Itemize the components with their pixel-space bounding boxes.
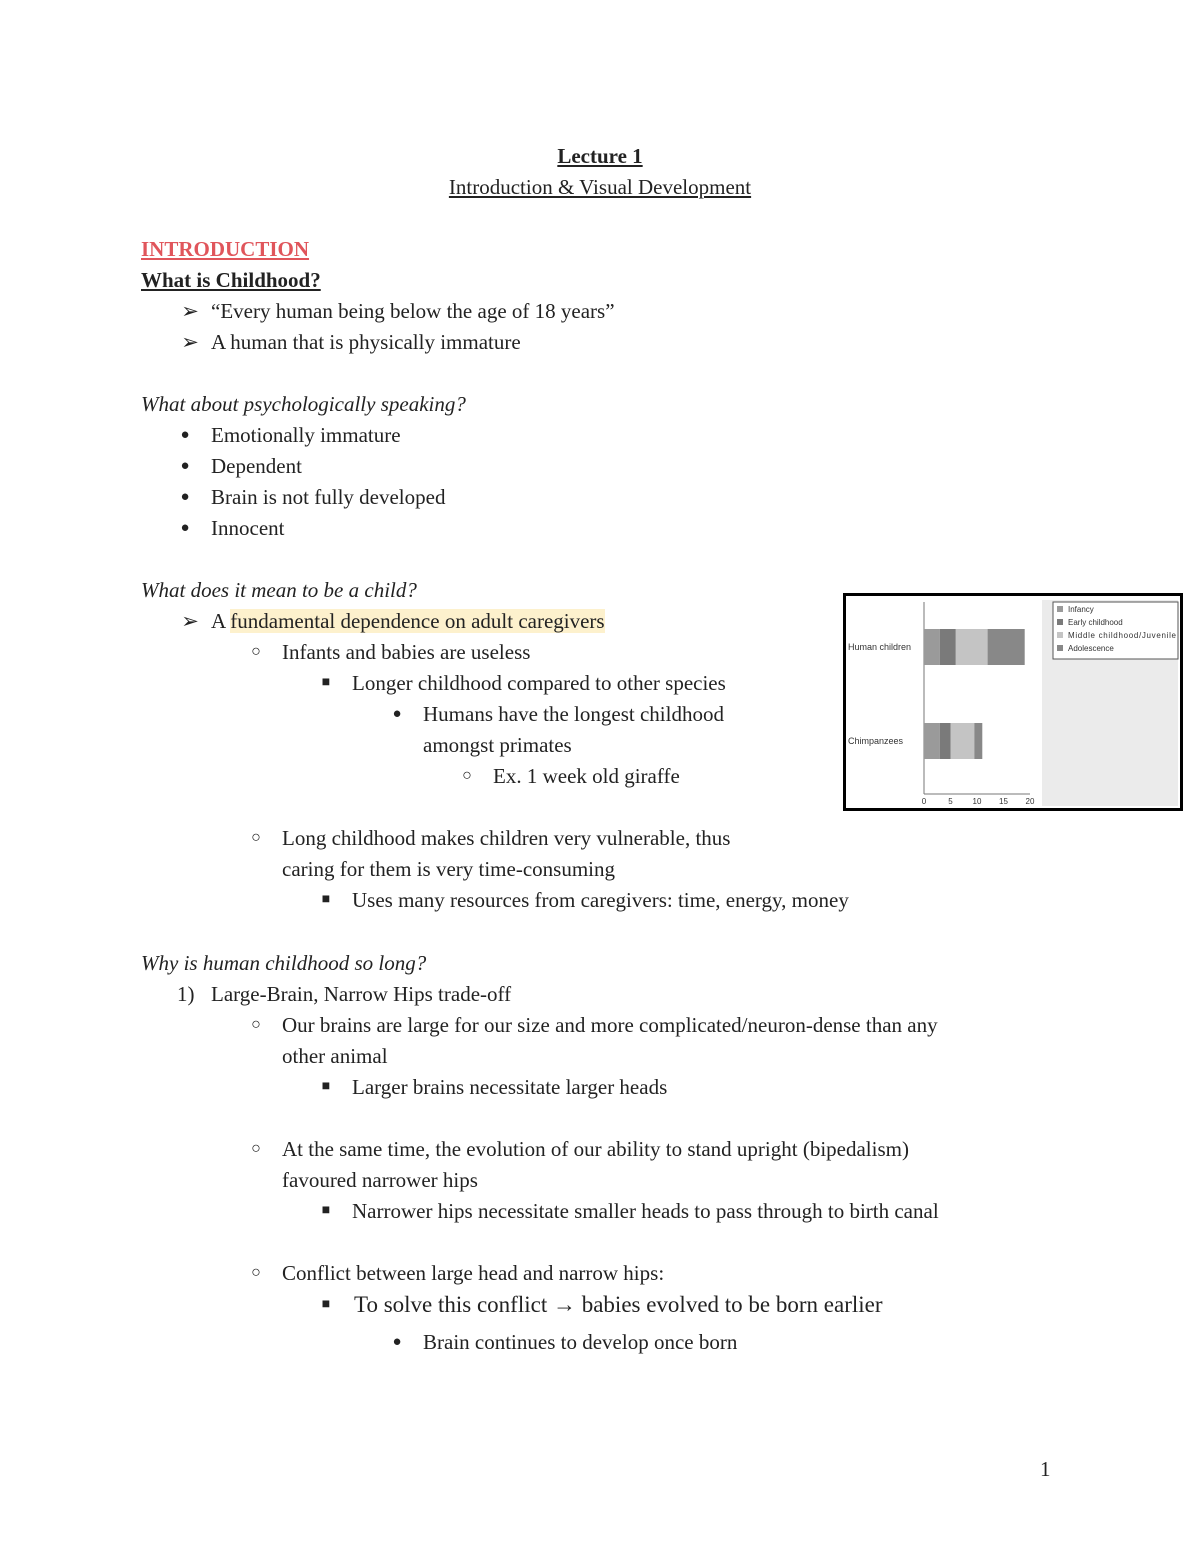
dot-bullet-icon: ● [392,1334,402,1350]
x-tick-label: 20 [1025,797,1035,806]
arrow-bullet-icon: ➢ [181,299,199,323]
bar-segment [956,629,988,665]
question-heading: Why is human childhood so long? [141,951,427,975]
page-title: Lecture 1 [557,144,643,168]
legend-entry: Infancy [1068,605,1094,614]
circle-bullet-icon: ○ [462,767,472,784]
bar-segment [940,629,956,665]
question-heading: What about psychologically speaking? [141,392,466,416]
square-bullet-icon: ■ [321,675,331,690]
arrow-bullet-icon: ➢ [181,609,199,633]
legend-swatch [1057,606,1063,612]
page-subtitle: Introduction & Visual Development [448,175,752,199]
bar-segment [924,629,940,665]
category-label: Chimpanzees [848,736,904,746]
legend-swatch [1057,645,1063,651]
dot-bullet-icon: ● [180,520,190,536]
page-number: 1 [1040,1457,1051,1481]
square-bullet-icon: ■ [321,1203,331,1218]
stacked-bar-chart [843,593,1183,811]
x-tick-label: 5 [948,797,953,806]
dot-bullet-icon: ● [180,427,190,443]
text-continuation: favoured narrower hips [282,1168,478,1192]
dot-bullet-icon: ● [392,706,402,722]
bar-segment [974,723,982,759]
dot-bullet-icon: ● [180,489,190,505]
bar-segment [940,723,951,759]
question-heading: What does it mean to be a child? [141,578,417,602]
circle-bullet-icon: ○ [251,1016,261,1033]
text-continuation: amongst primates [423,733,572,757]
square-bullet-icon: ■ [321,1079,331,1094]
square-bullet-icon: ■ [321,892,331,907]
highlighted-text: fundamental dependence on adult caregivers [230,609,605,633]
circle-bullet-icon: ○ [251,829,261,846]
x-tick-label: 10 [972,797,982,806]
bar-segment [951,723,975,759]
circle-bullet-icon: ○ [251,1140,261,1157]
list-number: 1) [177,982,195,1006]
circle-bullet-icon: ○ [251,1264,261,1281]
legend-swatch [1057,632,1063,638]
x-tick-label: 15 [999,797,1008,806]
question-heading: What is Childhood? [141,268,321,292]
square-bullet-icon: ■ [321,1297,331,1312]
category-label: Human children [848,642,912,652]
legend-swatch [1057,619,1063,625]
chart-svg [846,596,1180,808]
circle-bullet-icon: ○ [251,643,261,660]
dot-bullet-icon: ● [180,458,190,474]
legend-entry: Middle childhood/Juvenile [1068,631,1176,640]
bar-segment [988,629,1025,665]
arrow-bullet-icon: ➢ [181,330,199,354]
legend-entry: Early childhood [1068,618,1123,627]
section-heading: INTRODUCTION [141,237,310,261]
legend-entry: Adolescence [1068,644,1114,653]
text-continuation: caring for them is very time-consuming [282,857,615,881]
bar-segment [924,723,940,759]
text-continuation: other animal [282,1044,388,1068]
x-tick-label: 0 [921,797,927,806]
